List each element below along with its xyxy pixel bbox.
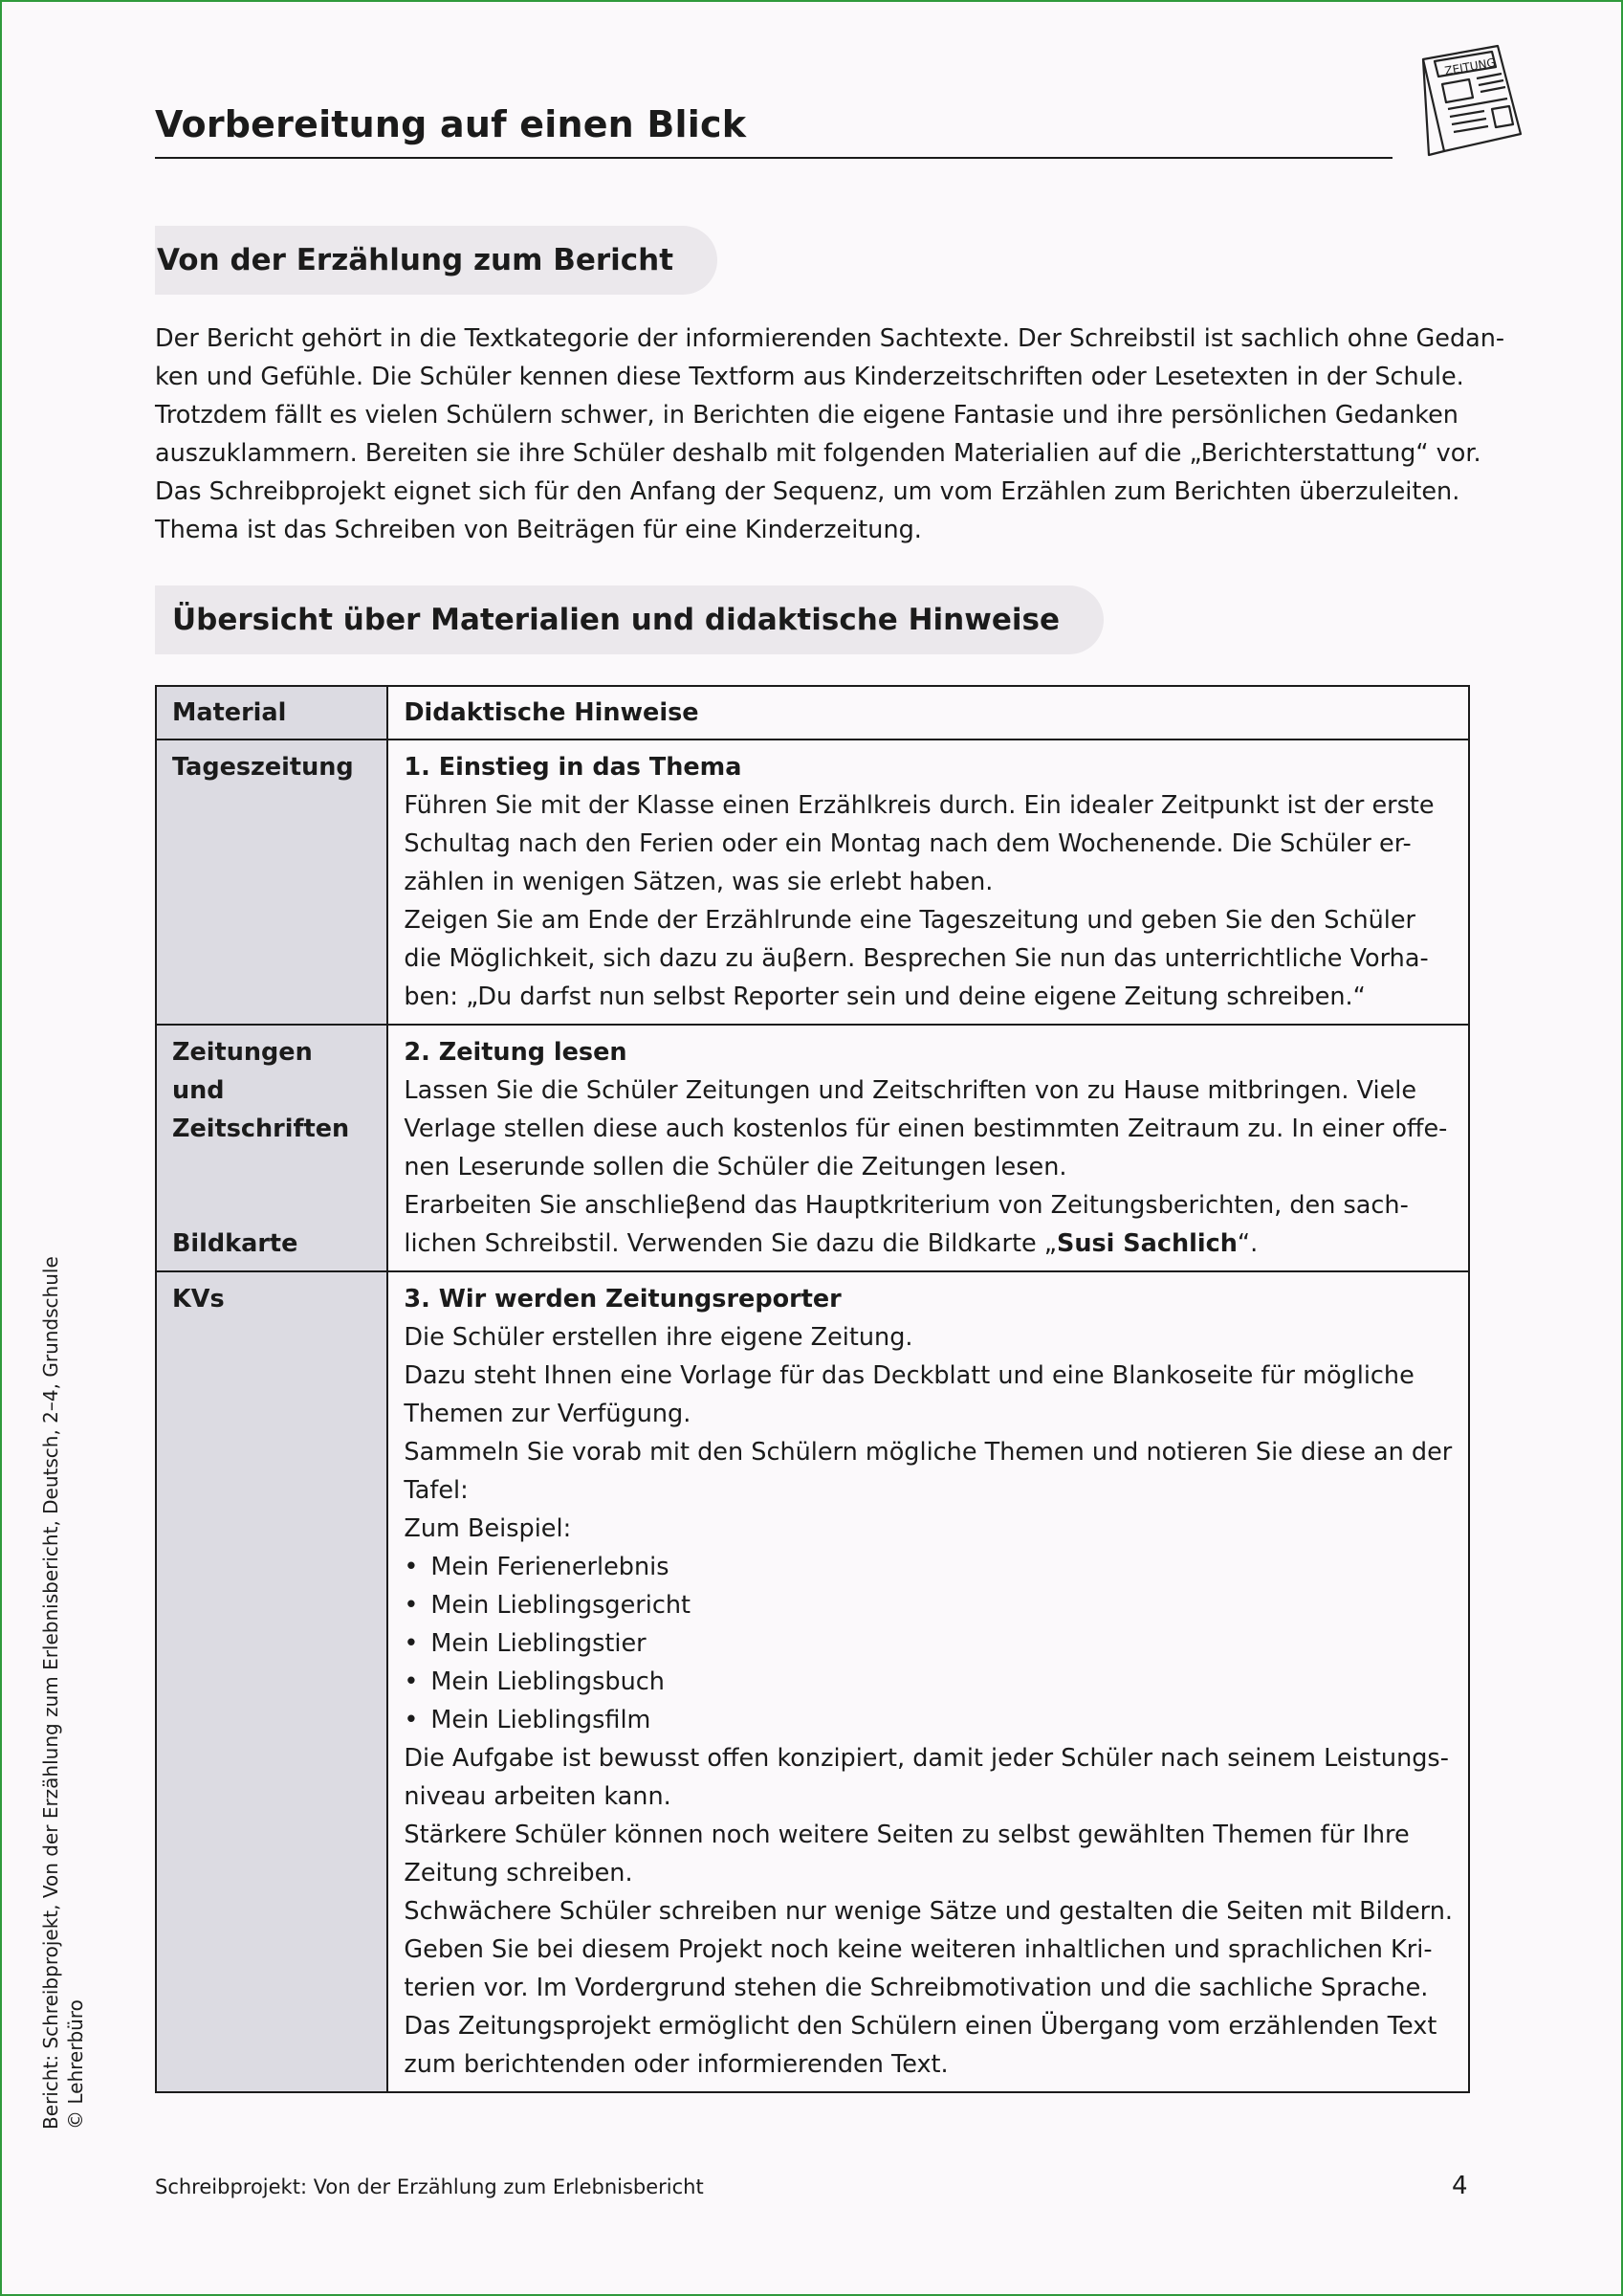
hint-line: die Möglichkeit, sich dazu zu äuβern. Besprechen Sie nun das unterrichtliche Vorha-: [404, 944, 1429, 973]
bullet-icon: •: [404, 1553, 419, 1581]
material-line: Zeitschriften: [172, 1115, 350, 1143]
hint-line: ben: „Du darfst nun selbst Reporter sein und deine eigene Zeitung schreiben.“: [404, 982, 1366, 1011]
newspaper-icon: [1415, 42, 1528, 161]
hint-line: Das Zeitungsprojekt ermöglicht den Schülern einen Übergang vom erzählenden Text: [404, 2012, 1437, 2041]
bullet-icon: •: [404, 1629, 419, 1658]
hint-line: terien vor. Im Vordergrund stehen die Schreibmotivation und die sachliche Sprache.: [404, 1974, 1429, 2002]
hint-line: zählen in wenigen Sätzen, was sie erlebt haben.: [404, 868, 994, 896]
material-cell: Tageszeitung: [156, 740, 387, 1025]
table-row: [156, 1025, 1469, 1271]
hint-line: Verlage stellen diese auch kostenlos für einen bestimmten Zeitraum zu. In einer offe-: [404, 1115, 1448, 1143]
list-item-text: Mein Lieblingsfilm: [430, 1706, 651, 1734]
column-header-material: Material: [156, 686, 387, 740]
hints-cell: [387, 1271, 1469, 2092]
page-title: Vorbereitung auf einen Blick: [155, 103, 747, 145]
column-header-hints: Didaktische Hinweise: [387, 686, 1469, 740]
section-heading-narrative-text: Von der Erzählung zum Bericht: [157, 243, 674, 277]
hint-line: Themen zur Verfügung.: [404, 1400, 691, 1428]
list-item: [404, 1548, 1453, 1586]
hint-line: Zum Beispiel:: [404, 1514, 572, 1543]
table-row: [156, 740, 1469, 1025]
title-rule: [155, 157, 1393, 159]
footer-text: Schreibprojekt: Von der Erzählung zum Erlebnisbericht: [155, 2175, 704, 2198]
hint-line: Zeigen Sie am Ende der Erzählrunde eine Tageszeitung und geben Sie den Schüler: [404, 906, 1416, 935]
hint-line: Zeitung schreiben.: [404, 1859, 633, 1888]
intro-line: ken und Gefühle. Die Schüler kennen diese Textform aus Kinderzeitschriften oder Lesetexten in der Schule.: [155, 363, 1464, 391]
list-item-text: Mein Lieblingstier: [430, 1629, 647, 1658]
hint-line: Stärkere Schüler können noch weitere Seiten zu selbst gewählten Themen für Ihre: [404, 1821, 1410, 1849]
hint-line: Führen Sie mit der Klasse einen Erzählkreis durch. Ein idealer Zeitpunkt ist der erste: [404, 791, 1435, 820]
hint-line: nen Leserunde sollen die Schüler die Zeitungen lesen.: [404, 1153, 1067, 1181]
intro-line: Trotzdem fällt es vielen Schülern schwer, in Berichten die eigene Fantasie und ihre persönlichen Gedanken: [155, 401, 1459, 430]
hint-line: Sammeln Sie vorab mit den Schülern mögliche Themen und notieren Sie diese an der: [404, 1438, 1453, 1467]
hint-line: niveau arbeiten kann.: [404, 1782, 671, 1811]
hint-line: Dazu steht Ihnen eine Vorlage für das Deckblatt und eine Blankoseite für mögliche: [404, 1361, 1415, 1390]
hint-line: zum berichtenden oder informierenden Text.: [404, 2050, 949, 2079]
materials-table: [155, 685, 1470, 2093]
list-item: [404, 1586, 1453, 1624]
list-item-text: Mein Ferienerlebnis: [430, 1553, 669, 1581]
list-item-text: Mein Lieblingsbuch: [430, 1667, 665, 1696]
newspaper-icon-label: ZEITUNG: [1443, 55, 1497, 78]
table-header-row: [156, 686, 1469, 740]
hint-line: Erarbeiten Sie anschlieβend das Hauptkriterium von Zeitungsberichten, den sach-: [404, 1191, 1409, 1220]
hint-line-suffix: “.: [1237, 1229, 1259, 1258]
intro-line: Thema ist das Schreiben von Beiträgen für eine Kinderzeitung.: [155, 516, 922, 544]
section-heading-overview: [155, 585, 1104, 654]
hint-line-last: [404, 1225, 1453, 1263]
hint-title: 1. Einstieg in das Thema: [404, 753, 742, 782]
side-note-line: © Lehrerbüro: [64, 1999, 87, 2130]
hint-line-prefix: lichen Schreibstil. Verwenden Sie dazu die Bildkarte „: [404, 1229, 1057, 1258]
intro-line: Der Bericht gehört in die Textkategorie der informierenden Sachtexte. Der Schreibstil ist sachlich ohne Gedan-: [155, 324, 1505, 353]
hint-line: Tafel:: [404, 1476, 469, 1505]
material-cell: [156, 1025, 387, 1271]
list-item: [404, 1663, 1453, 1701]
hints-cell: [387, 740, 1469, 1025]
bullet-icon: •: [404, 1667, 419, 1696]
side-note-line: Bericht: Schreibprojekt, Von der Erzählung zum Erlebnisbericht, Deutsch, 2–4, Grundschule: [39, 1256, 62, 2130]
hint-line: Die Schüler erstellen ihre eigene Zeitung.: [404, 1323, 913, 1352]
section-heading-overview-text: Übersicht über Materialien und didaktische Hinweise: [172, 603, 1060, 637]
hint-bold-card-name: Susi Sachlich: [1056, 1229, 1238, 1258]
material-cell: KVs: [156, 1271, 387, 2092]
material-bildkarte: Bildkarte: [172, 1229, 298, 1258]
page-number: 4: [1452, 2172, 1468, 2200]
hint-title: 3. Wir werden Zeitungsreporter: [404, 1285, 842, 1314]
hint-line: Die Aufgabe ist bewusst offen konzipiert, damit jeder Schüler nach seinem Leistungs-: [404, 1744, 1449, 1773]
hint-line: Schwächere Schüler schreiben nur wenige Sätze und gestalten die Seiten mit Bildern.: [404, 1897, 1453, 1926]
intro-line: Das Schreibprojekt eignet sich für den Anfang der Sequenz, um vom Erzählen zum Berichten überzuleiten.: [155, 477, 1460, 506]
hint-line: Geben Sie bei diesem Projekt noch keine weiteren inhaltlichen und sprachlichen Kri-: [404, 1935, 1433, 1964]
section-heading-narrative: [155, 226, 717, 295]
side-copyright-note: [38, 1211, 105, 2130]
intro-line: auszuklammern. Bereiten sie ihre Schüler deshalb mit folgenden Materialien auf die „Berichterstattung“ vor.: [155, 439, 1481, 468]
hint-title: 2. Zeitung lesen: [404, 1038, 627, 1067]
list-item: [404, 1701, 1453, 1739]
intro-paragraph: [155, 320, 1505, 549]
material-line: Zeitungen und: [172, 1038, 313, 1105]
hint-line: Schultag nach den Ferien oder ein Montag nach dem Wochenende. Die Schüler er-: [404, 829, 1412, 858]
bullet-icon: •: [404, 1591, 419, 1620]
hint-line: Lassen Sie die Schüler Zeitungen und Zeitschriften von zu Hause mitbringen. Viele: [404, 1076, 1417, 1105]
hints-cell: [387, 1025, 1469, 1271]
bullet-icon: •: [404, 1706, 419, 1734]
list-item-text: Mein Lieblingsgericht: [430, 1591, 691, 1620]
list-item: [404, 1624, 1453, 1663]
table-row: [156, 1271, 1469, 2092]
